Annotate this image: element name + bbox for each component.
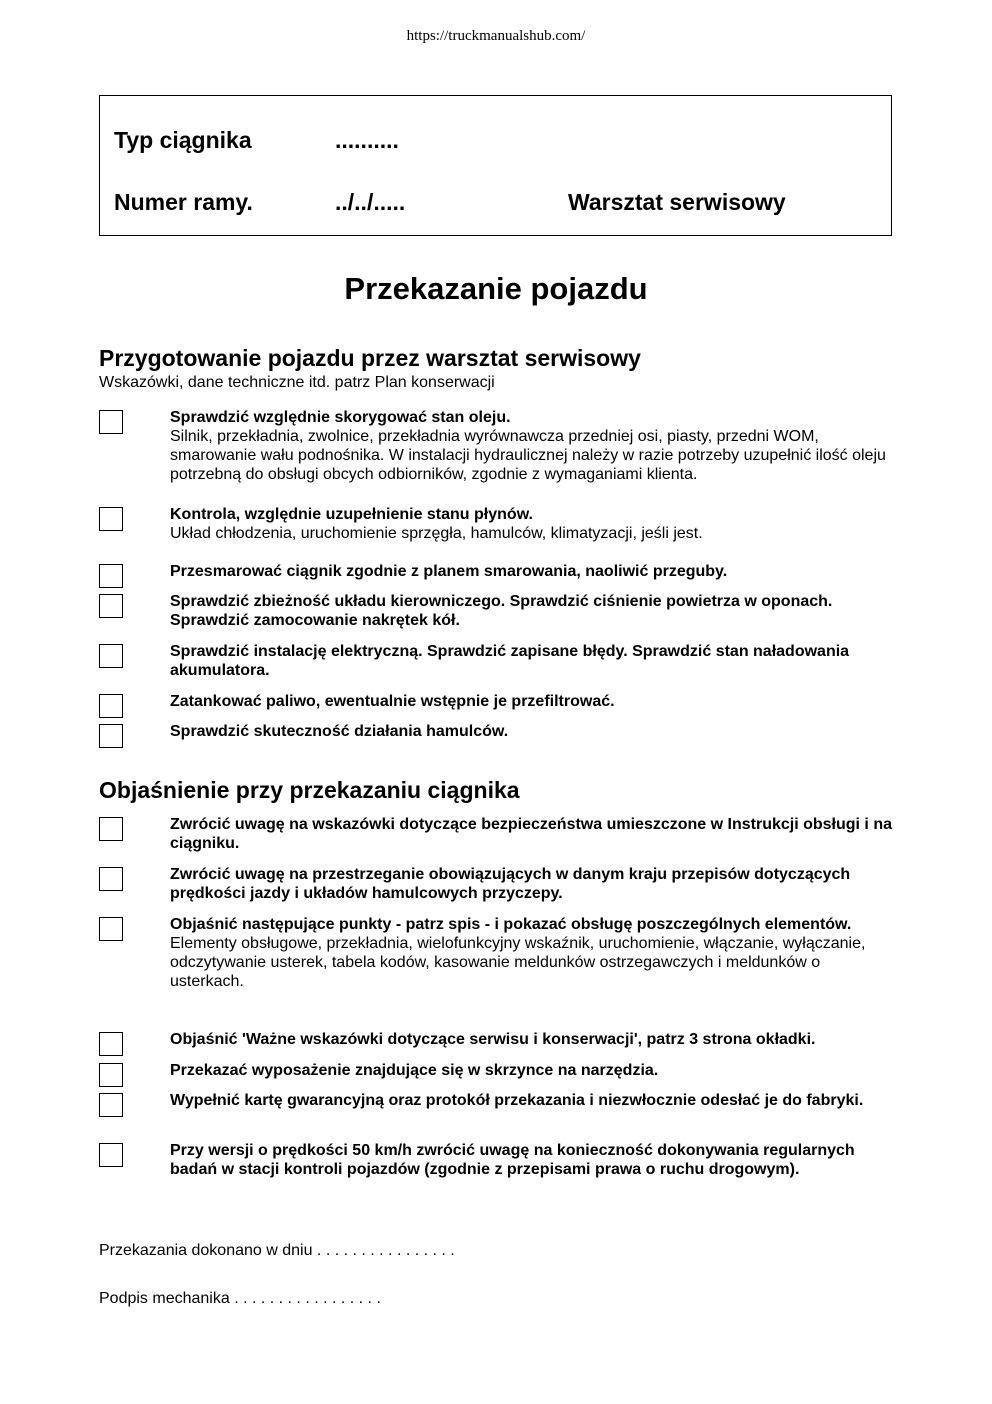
service-workshop-label: Warsztat serwisowy (568, 189, 786, 215)
checkbox[interactable] (99, 507, 123, 531)
item-title: Sprawdzić względnie skorygować stan oleju. (170, 409, 511, 426)
checklist-item (99, 1030, 894, 1049)
checkbox[interactable] (99, 594, 123, 618)
checkbox[interactable] (99, 564, 123, 588)
checkbox[interactable] (99, 1093, 123, 1117)
checklist-item (99, 562, 894, 581)
source-url: https://truckmanualshub.com/ (406, 28, 586, 44)
item-detail: Elementy obsługowe, przekładnia, wielofunkcyjny wskaźnik, uruchomienie, włączanie, wyłączanie, odczytywanie usterek, tabela kodów, kasowanie meldunków ostrzegawczych i meldunków o usterkach. (170, 935, 866, 990)
checklist-item (99, 915, 894, 991)
item-detail: Układ chłodzenia, uruchomienie sprzęgła, hamulców, klimatyzacji, jeśli jest. (170, 525, 703, 542)
vehicle-info-box (99, 95, 892, 236)
checkbox[interactable] (99, 1032, 123, 1056)
checkbox[interactable] (99, 1143, 123, 1167)
item-detail: Silnik, przekładnia, zwolnice, przekładnia wyrównawcza przedniej osi, piasty, przedni WOM, smarowanie wału podnośnika. W instalacji hydraulicznej należy w razie potrzeby uzupełnić ilość oleju potrzebną do obsługi obcych odbiorników, zgodnie z wymaganiami klienta. (170, 428, 886, 483)
preparation-section-subtitle: Wskazówki, dane techniczne itd. patrz Plan konserwacji (99, 374, 495, 391)
preparation-section-title: Przygotowanie pojazdu przez warsztat serwisowy (99, 345, 641, 371)
checkbox[interactable] (99, 724, 123, 748)
checklist-item (99, 865, 894, 903)
checklist-item (99, 815, 894, 853)
explanation-section-title: Objaśnienie przy przekazaniu ciągnika (99, 777, 520, 803)
item-title: Zwrócić uwagę na wskazówki dotyczące bezpieczeństwa umieszczone w Instrukcji obsługi i na ciągniku. (170, 816, 892, 852)
item-title: Objaśnić następujące punkty - patrz spis - i pokazać obsługę poszczególnych elementów. (170, 916, 852, 933)
checklist-item (99, 505, 894, 543)
item-title: Objaśnić 'Ważne wskazówki dotyczące serwisu i konserwacji', patrz 3 strona okładki. (170, 1031, 816, 1048)
checkbox[interactable] (99, 694, 123, 718)
item-title: Przy wersji o prędkości 50 km/h zwrócić uwagę na konieczność dokonywania regularnych badań w stacji kontroli pojazdów (zgodnie z przepisami prawa o ruchu drogowym). (170, 1142, 855, 1178)
checklist-item (99, 408, 894, 484)
checklist-item (99, 642, 894, 680)
tractor-type-field: .......... (335, 127, 399, 153)
checkbox[interactable] (99, 867, 123, 891)
item-title: Zwrócić uwagę na przestrzeganie obowiązujących w danym kraju przepisów dotyczących prędkości jazdy i układów hamulcowych przyczepy. (170, 866, 851, 902)
checklist-item (99, 1061, 894, 1080)
checkbox[interactable] (99, 410, 123, 434)
checkbox[interactable] (99, 1063, 123, 1087)
checklist-item (99, 722, 894, 741)
checklist-item (99, 1141, 894, 1179)
checklist-item (99, 1091, 894, 1110)
item-title: Przesmarować ciągnik zgodnie z planem smarowania, naoliwić przeguby. (170, 563, 728, 580)
checkbox[interactable] (99, 917, 123, 941)
item-title: Sprawdzić instalację elektryczną. Sprawdzić zapisane błędy. Sprawdzić stan naładowania akumulatora. (170, 643, 850, 679)
item-title: Przekazać wyposażenie znajdujące się w skrzynce na narzędzia. (170, 1062, 659, 1079)
mechanic-signature-line: Podpis mechanika . . . . . . . . . . . . . . . . . (99, 1290, 381, 1307)
tractor-type-label: Typ ciągnika (114, 127, 252, 153)
item-title: Kontrola, względnie uzupełnienie stanu płynów. (170, 506, 533, 523)
page-title: Przekazanie pojazdu (344, 271, 648, 306)
checkbox[interactable] (99, 644, 123, 668)
checklist-item (99, 692, 894, 711)
item-title: Wypełnić kartę gwarancyjną oraz protokół przekazania i niezwłocznie odesłać je do fabryki. (170, 1092, 864, 1109)
frame-number-field: ../../..... (335, 189, 406, 215)
handover-date-line: Przekazania dokonano w dniu . . . . . . . . . . . . . . . . (99, 1242, 455, 1259)
item-title: Zatankować paliwo, ewentualnie wstępnie je przefiltrować. (170, 693, 615, 710)
frame-number-label: Numer ramy. (114, 189, 253, 215)
checklist-item (99, 592, 894, 630)
item-title: Sprawdzić skuteczność działania hamulców. (170, 723, 509, 740)
checkbox[interactable] (99, 817, 123, 841)
item-title: Sprawdzić zbieżność układu kierowniczego. Sprawdzić ciśnienie powietrza w oponach. Sprawdzić zamocowanie nakrętek kół. (170, 593, 833, 629)
